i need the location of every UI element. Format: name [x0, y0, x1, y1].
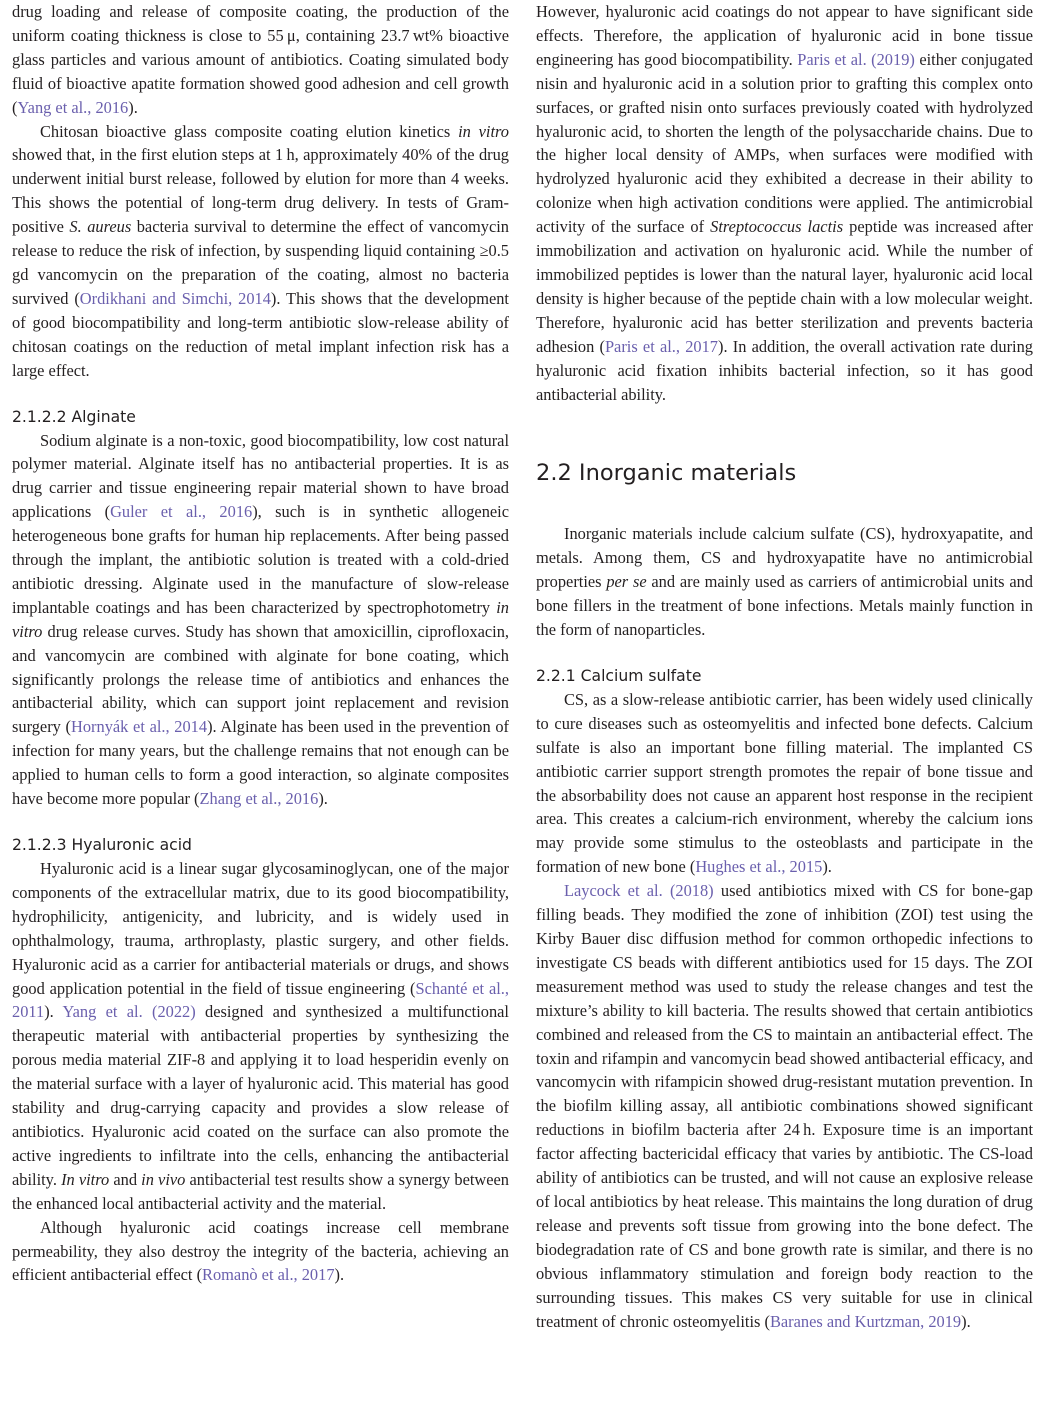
italic-text: In vitro — [61, 1169, 110, 1189]
paragraph-chitosan-elution — [12, 120, 509, 383]
text-run: and are mainly used as carriers of antimicrobial units and bone fillers in the treatment of bone infections. Metals mainly function in the form of nanoparticles. — [536, 572, 1033, 640]
text-run: and — [109, 1169, 142, 1189]
paragraph-laycock-study — [536, 879, 1033, 1333]
left-column — [12, 0, 509, 1287]
citation-link[interactable]: Laycock et al. (2018) — [564, 881, 714, 901]
paragraph-inorganic-intro — [536, 522, 1033, 642]
italic-text: in vivo — [141, 1169, 186, 1189]
citation-link[interactable]: Paris et al., 2017 — [604, 336, 718, 356]
heading-alginate: 2.1.2.2 Alginate — [12, 407, 136, 426]
text-run: ), such is in synthetic allogeneic heterogeneous bone grafts for human hip replacements. After being passed through the implant, the antibiotic solution is treated with a cold-dried antibiotic dressing. Alginate used in the manufacture of slow-release implantable coatings and has been characterized by spectrophotometry — [12, 502, 510, 617]
text-run: Hyaluronic acid is a linear sugar glycosaminoglycan, one of the major components of the extracellular matrix, due to its good biocompatibility, hydrophilicity, antigenicity, and lubricity, and is widely used in ophthalmology, trauma, arthroplasty, plastic surgery, and other fields. Hyaluronic acid as a carrier for antibacterial materials or drugs, and shows good application potential in the field of tissue engineering ( — [12, 859, 509, 998]
paragraph-calcium-sulfate — [536, 688, 1033, 879]
right-column — [536, 0, 1033, 1333]
text-run: Sodium alginate is a non-toxic, good biocompatibility, low cost natural polymer material. Alginate itself has no antibacterial properties. It is as drug carrier and tissue engineering repair material shown to have broad applications ( — [12, 430, 509, 522]
citation-link[interactable]: Schanté et al., 2011 — [12, 978, 509, 1022]
italic-text: per se — [606, 572, 647, 592]
citation-link[interactable]: Romanò et al., 2017 — [202, 1265, 335, 1285]
text-run: ). — [128, 97, 138, 117]
text-run: showed that, in the first elution steps at 1 h, approximately 40% of the drug underwent initial burst release, followed by elution for more than 4 weeks. This shows the potential of long-term drug delivery. In tests of Gram-positive — [12, 145, 509, 237]
text-run: either conjugated nisin and hyaluronic acid in a solution prior to grafting this complex onto surfaces, or grafted nisin onto surfaces previously coated with hydrolyzed hyaluronic acid, to shorten the length of the polysaccharide chains. Due to the higher local density of AMPs, when surfaces were modified with hydrolyzed hyaluronic acid they exhibited a decrease in their ability to colonize when high activation conditions were applied. The antimicrobial activity of the surface of — [536, 49, 1034, 237]
paragraph-alginate — [12, 429, 509, 812]
citation-link[interactable]: Paris et al. (2019) — [797, 49, 915, 69]
text-run: used antibiotics mixed with CS for bone-gap filling beads. They modified the zone of inhibition (ZOI) test using the Kirby Bauer disc diffusion method for common orthopedic infections to investigate CS beads with different antibiotics used for 15 days. The ZOI measurement method was used to study the release changes and test the mixture’s ability to kill bacteria. The results showed that certain antibiotics combined and released from the CS to maintain an antibacterial effect. The toxin and rifampin and vancomycin bead showed antibacterial efficacy, and vancomycin with rifampicin showed drug-resistant mutation prevention. In the biofilm killing assay, all antibiotic combinations showed significant reductions in biofilm bacteria after 24 h. Exposure time is an important factor affecting bactericidal efficacy that varies by antibiotic. The CS-load ability of antibiotics can be trusted, and will not cause an explosive release of local antibiotics by heat release. This maintains the long duration of drug release and prevents soft tissue from growing into the bone defect. The biodegradation rate of CS and bone growth rate is similar, and there is no obvious inflammatory stimulation and foreign body reaction to the surrounding tissues. This makes CS very suitable for use in clinical treatment of chronic osteomyelitis ( — [536, 881, 1033, 1331]
text-run: ). This shows that the development of good biocompatibility and long-term antibiotic slow-release ability of chitosan coatings on the reduction of metal implant infection risk has a large effect. — [12, 288, 509, 380]
citation-link[interactable]: Hornyák et al., 2014 — [71, 717, 208, 737]
citation-link[interactable]: Zhang et al., 2016 — [199, 789, 319, 809]
citation-link[interactable]: Guler et al., 2016 — [110, 502, 253, 522]
text-run: ). — [318, 789, 328, 809]
text-run: antibacterial test results show a synergy between the enhanced local antibacterial activity and the material. — [12, 1169, 509, 1213]
text-run: Although hyaluronic acid coatings increase cell membrane permeability, they also destroy the integrity of the bacteria, achieving an efficient antibacterial effect ( — [12, 1217, 509, 1285]
italic-text: in vitro — [12, 597, 509, 641]
text-run: Chitosan bioactive glass composite coating elution kinetics — [40, 121, 459, 141]
paragraph-hyaluronic-acid — [12, 857, 509, 1216]
citation-link[interactable]: Hughes et al., 2015 — [695, 857, 823, 877]
text-run: ). — [822, 857, 832, 877]
italic-text: Streptococcus lactis — [710, 217, 844, 237]
citation-link[interactable]: Ordikhani and Simchi, 2014 — [79, 288, 271, 308]
paragraph-hyaluronic-side-effects — [536, 0, 1033, 406]
text-run: ). — [334, 1265, 345, 1285]
citation-link[interactable]: Yang et al. (2022) — [62, 1002, 196, 1022]
text-run: bacteria survival to determine the effect of vancomycin release to reduce the risk of infection, by suspending liquid containing ≥0.5 gd vancomycin on the preparation of the coating, almost no bacteria survived ( — [12, 217, 510, 308]
heading-hyaluronic-acid: 2.1.2.3 Hyaluronic acid — [12, 836, 192, 854]
heading-inorganic-materials: 2.2 Inorganic materials — [536, 460, 797, 487]
text-run: peptide was increased after immobilization and activation on hyaluronic acid. While the number of immobilized peptides is lower than the natural layer, hyaluronic acid local density is higher because of the peptide chain with a low molecular weight. Therefore, hyaluronic acid has better sterilization and prevents bacteria adhesion ( — [536, 217, 1033, 356]
text-run: designed and synthesized a multifunctional therapeutic material with antibacterial properties by synthesizing the porous media material ZIF-8 and applying it to load hesperidin evenly on the material surface with a layer of hyaluronic acid. This material has good stability and drug-carrying capacity and provides a slow release of antibiotics. Hyaluronic acid coated on the surface can also promote the active ingredients to infiltrate into the cells, enhancing the antibacterial ability. — [12, 1002, 509, 1189]
text-run: However, hyaluronic acid coatings do not appear to have significant side effects. Therefore, the application of hyaluronic acid in bone tissue engineering has good biocompatibility. — [536, 2, 1033, 69]
text-run: ). Alginate has been used in the prevention of infection for many years, but the challenge remains that not enough can be applied to human cells to form a good interaction, so alginate composites have become more popular ( — [12, 717, 509, 809]
citation-link[interactable]: Baranes and Kurtzman, 2019 — [769, 1311, 962, 1331]
heading-calcium-sulfate: 2.2.1 Calcium sulfate — [536, 666, 702, 685]
text-run: ). — [961, 1311, 971, 1331]
paragraph-hyaluronic-permeability — [12, 1216, 509, 1288]
text-run: CS, as a slow-release antibiotic carrier, has been widely used clinically to cure diseases such as osteomyelitis and infected bone defects. Calcium sulfate is also an important bone filling material. The implanted CS antibiotic carrier support strength promotes the repair of bone tissue and the absorbability does not cause an apparent host response in the recipient area. This creates a calcium-rich environment, whereby the calcium ions may provide some stimulus to the osteoblasts and participate in the formation of new bone ( — [536, 689, 1033, 877]
citation-link[interactable]: Yang et al., 2016 — [17, 97, 129, 117]
text-run: Inorganic materials include calcium sulfate (CS), hydroxyapatite, and metals. Among them, CS and hydroxyapatite have no antimicrobial properties — [536, 524, 1033, 592]
paragraph-composite-coating — [12, 0, 509, 120]
text-run: drug release curves. Study has shown that amoxicillin, ciprofloxacin, and vancomycin are combined with alginate for bone coating, which significantly prolongs the release time of antibiotics and enhances the antibacterial ability, which can support joint replacement and revision surgery ( — [12, 621, 509, 737]
italic-text: in vitro — [458, 121, 509, 141]
italic-text: S. aureus — [69, 217, 132, 237]
text-run: drug loading and release of composite coating, the production of the uniform coating thickness is close to 55 μ, containing 23.7 wt% bioactive glass particles and various amount of antibiotics. Coating simulated body fluid of bioactive apatite formation showed good adhesion and cell growth ( — [12, 2, 509, 117]
text-run: ). — [44, 1002, 63, 1022]
text-run: ). In addition, the overall activation rate during hyaluronic acid fixation inhibits bacterial infection, so it has good antibacterial ability. — [536, 336, 1033, 404]
